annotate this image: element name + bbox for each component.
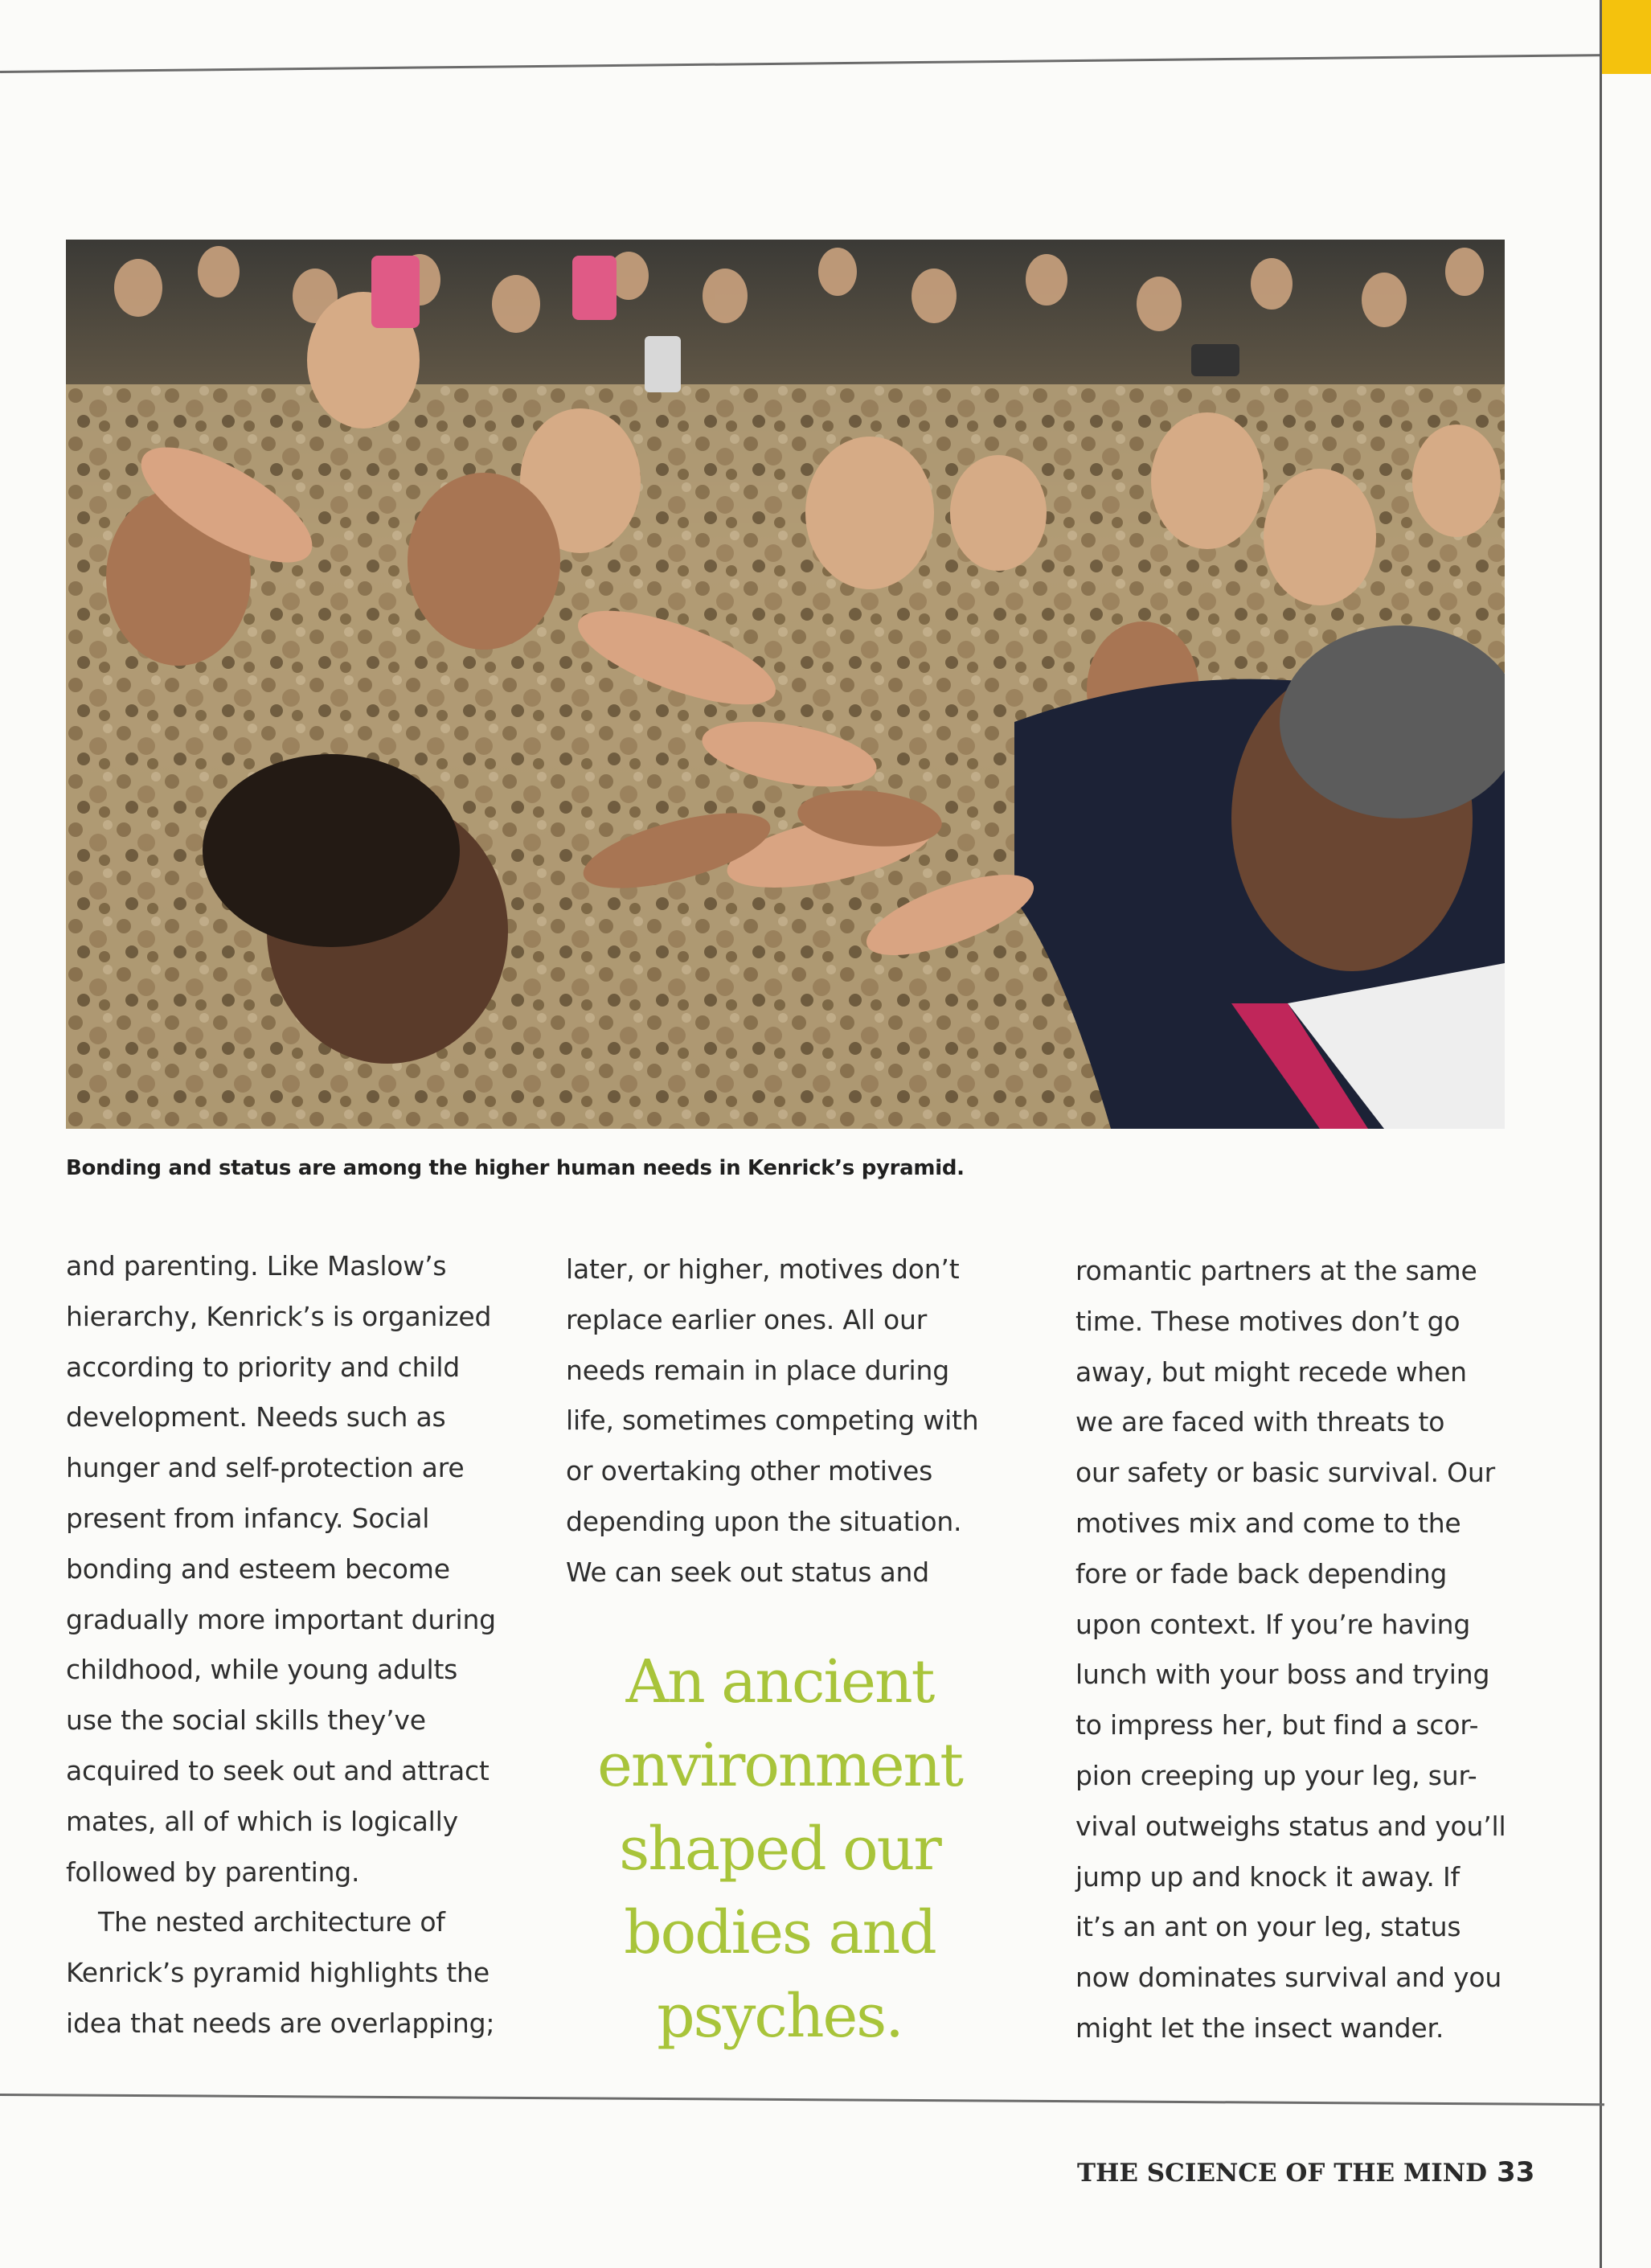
text-line: Kenrick’s pyramid highlights the	[66, 1957, 490, 1989]
text-line: motives mix and come to the	[1075, 1507, 1461, 1539]
text-line: present from infancy. Social	[66, 1502, 430, 1534]
right-margin-rule	[1600, 0, 1602, 2268]
text-line: away, but might recede when	[1075, 1355, 1467, 1388]
text-line: later, or higher, motives don’t	[566, 1253, 960, 1285]
text-line: idea that needs are overlapping;	[66, 2007, 495, 2039]
running-title: THE SCIENCE OF THE MIND	[1077, 2159, 1488, 2188]
pull-quote-line: An ancient	[625, 1647, 934, 1716]
pull-quote-line: bodies and	[624, 1898, 936, 1967]
text-line: lunch with your boss and trying	[1075, 1659, 1490, 1691]
text-line: mates, all of which is logically	[66, 1805, 458, 1837]
text-line: We can seek out status and	[566, 1556, 929, 1588]
text-line: fore or fade back depending	[1075, 1557, 1448, 1589]
text-line: it’s an ant on your leg, status	[1075, 1911, 1461, 1943]
body-column-1	[66, 1241, 516, 2049]
page-number: 33	[1497, 2156, 1535, 2188]
text-line: gradually more important during	[66, 1603, 496, 1635]
pull-quote-line: psyches.	[657, 1982, 903, 2051]
pull-quote	[563, 1640, 997, 2058]
text-line: and parenting. Like Maslow’s	[66, 1250, 447, 1282]
text-line: hunger and self-protection are	[66, 1452, 465, 1484]
text-line: our safety or basic survival. Our	[1075, 1457, 1495, 1489]
section-tab	[1602, 0, 1651, 74]
text-line-paragraph-start: The nested architecture of	[98, 1906, 445, 1938]
text-line: acquired to seek out and attract	[66, 1754, 490, 1786]
text-line: or overtaking other motives	[566, 1455, 933, 1487]
text-line: according to priority and child	[66, 1351, 461, 1383]
text-line: might let the insect wander.	[1075, 2012, 1444, 2044]
text-line: pion creeping up your leg, sur-	[1075, 1759, 1477, 1791]
text-line: followed by parenting.	[66, 1856, 360, 1888]
text-line: to impress her, but find a scor-	[1075, 1709, 1479, 1741]
text-line: upon context. If you’re having	[1075, 1608, 1471, 1640]
text-line: we are faced with threats to	[1075, 1406, 1445, 1438]
text-line: use the social skills they’ve	[66, 1704, 426, 1737]
text-line: hierarchy, Kenrick’s is organized	[66, 1300, 492, 1332]
text-line: time. These motives don’t go	[1075, 1305, 1460, 1337]
text-line: needs remain in place during	[566, 1354, 949, 1386]
text-line: life, sometimes competing with	[566, 1405, 979, 1437]
text-line: vival outweighs status and you’ll	[1075, 1810, 1506, 1842]
text-line: depending upon the situation.	[566, 1505, 962, 1537]
text-line: romantic partners at the same	[1075, 1255, 1477, 1286]
photo-caption: Bonding and status are among the higher human needs in Kenrick’s pyramid.	[66, 1156, 965, 1180]
text-line: childhood, while young adults	[66, 1654, 458, 1686]
top-rule	[0, 54, 1604, 73]
page-footer	[1077, 2156, 1535, 2188]
text-line: bonding and esteem become	[66, 1552, 450, 1585]
photo-illustration	[66, 240, 1505, 1129]
pull-quote-line: environment	[597, 1731, 962, 1800]
text-line: jump up and knock it away. If	[1075, 1860, 1460, 1893]
body-column-3	[1075, 1246, 1526, 2054]
text-line: now dominates survival and you	[1075, 1962, 1502, 1994]
photo-crowd-handshake	[66, 240, 1505, 1129]
text-line: development. Needs such as	[66, 1401, 446, 1433]
pull-quote-line: shaped our	[619, 1815, 940, 1884]
text-line: replace earlier ones. All our	[566, 1303, 928, 1335]
bottom-rule	[0, 2094, 1604, 2106]
body-column-2	[566, 1245, 1000, 1598]
